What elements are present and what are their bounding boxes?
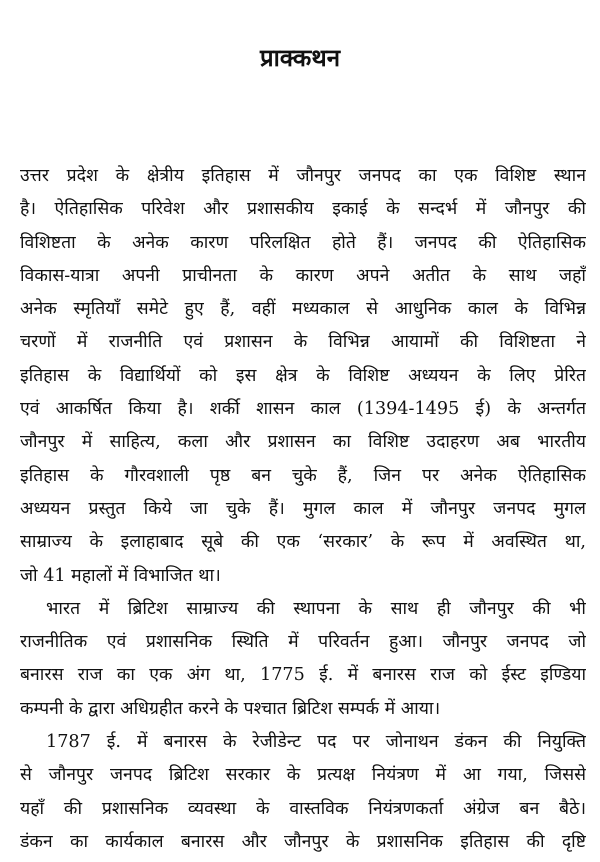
text-line: कम्पनी के द्वारा अधिग्रहीत करने के पश्चात ब्रिटिश सम्पर्क में आया। (20, 698, 441, 719)
text-line: यहाँ की प्रशासनिक व्यवस्था के वास्तविक नियंत्रणकर्ता अंग्रेज बन बैठे। (20, 798, 586, 819)
text-line: भारत में ब्रिटिश साम्राज्य की स्थापना के साथ ही जौनपुर की भी (46, 598, 586, 619)
page-title: प्राक्कथन (259, 44, 341, 72)
text-line: 1787 ई. में बनारस के रेजीडेन्ट पद पर जोनाथन डंकन की नियुक्ति (46, 732, 586, 753)
text-line: उत्तर प्रदेश के क्षेत्रीय इतिहास में जौनपुर जनपद का एक विशिष्ट स्थान (20, 166, 586, 186)
text-line: अध्ययन प्रस्तुत किये जा चुके हैं। मुगल काल में जौनपुर जनपद मुगल (20, 498, 586, 519)
text-line: जो 41 महालों में विभाजित था। (20, 565, 221, 586)
text-line: विशिष्टता के अनेक कारण परिलक्षित होते हैं। जनपद की ऐतिहासिक (20, 232, 586, 253)
paragraph-2 (20, 593, 586, 726)
text-line: विकास-यात्रा अपनी प्राचीनता के कारण अपने अतीत के साथ जहाँ (20, 265, 586, 286)
text-line: जौनपुर में साहित्य, कला और प्रशासन का विशिष्ट उदाहरण अब भारतीय (20, 432, 586, 453)
text-line: से जौनपुर जनपद ब्रिटिश सरकार के प्रत्यक्ष नियंत्रण में आ गया, जिससे (20, 765, 586, 786)
text-line: बनारस राज का एक अंग था, 1775 ई. में बनारस राज को ईस्ट इण्डिया (20, 665, 586, 686)
text-line: इतिहास के विद्यार्थियों को इस क्षेत्र के विशिष्ट अध्ययन के लिए प्रेरित (20, 365, 586, 386)
text-line: है। ऐतिहासिक परिवेश और प्रशासकीय इकाई के सन्दर्भ में जौनपुर की (20, 199, 586, 220)
text-line: अनेक स्मृतियाँ समेटे हुए हैं, वहीं मध्यकाल से आधुनिक काल के विभिन्न (20, 299, 586, 320)
paragraph-1 (20, 160, 586, 593)
paragraph-3 (20, 726, 586, 859)
text-line: डंकन का कार्यकाल बनारस और जौनपुर के प्रशासनिक इतिहास की दृष्टि (20, 831, 586, 852)
text-line: साम्राज्य के इलाहाबाद सूबे की एक ‘सरकार’ के रूप में अवस्थित था, (20, 532, 586, 553)
text-line: चरणों में राजनीति एवं प्रशासन के विभिन्न आयामों की विशिष्टता ने (20, 332, 586, 353)
text-line: राजनीतिक एवं प्रशासनिक स्थिति में परिवर्तन हुआ। जौनपुर जनपद जो (20, 632, 586, 653)
body-text (20, 160, 586, 859)
text-line: इतिहास के गौरवशाली पृष्ठ बन चुके हैं, जिन पर अनेक ऐतिहासिक (20, 465, 586, 486)
text-line: एवं आकर्षित किया है। शर्की शासन काल (1394-1495 ई) के अन्तर्गत (20, 399, 586, 420)
